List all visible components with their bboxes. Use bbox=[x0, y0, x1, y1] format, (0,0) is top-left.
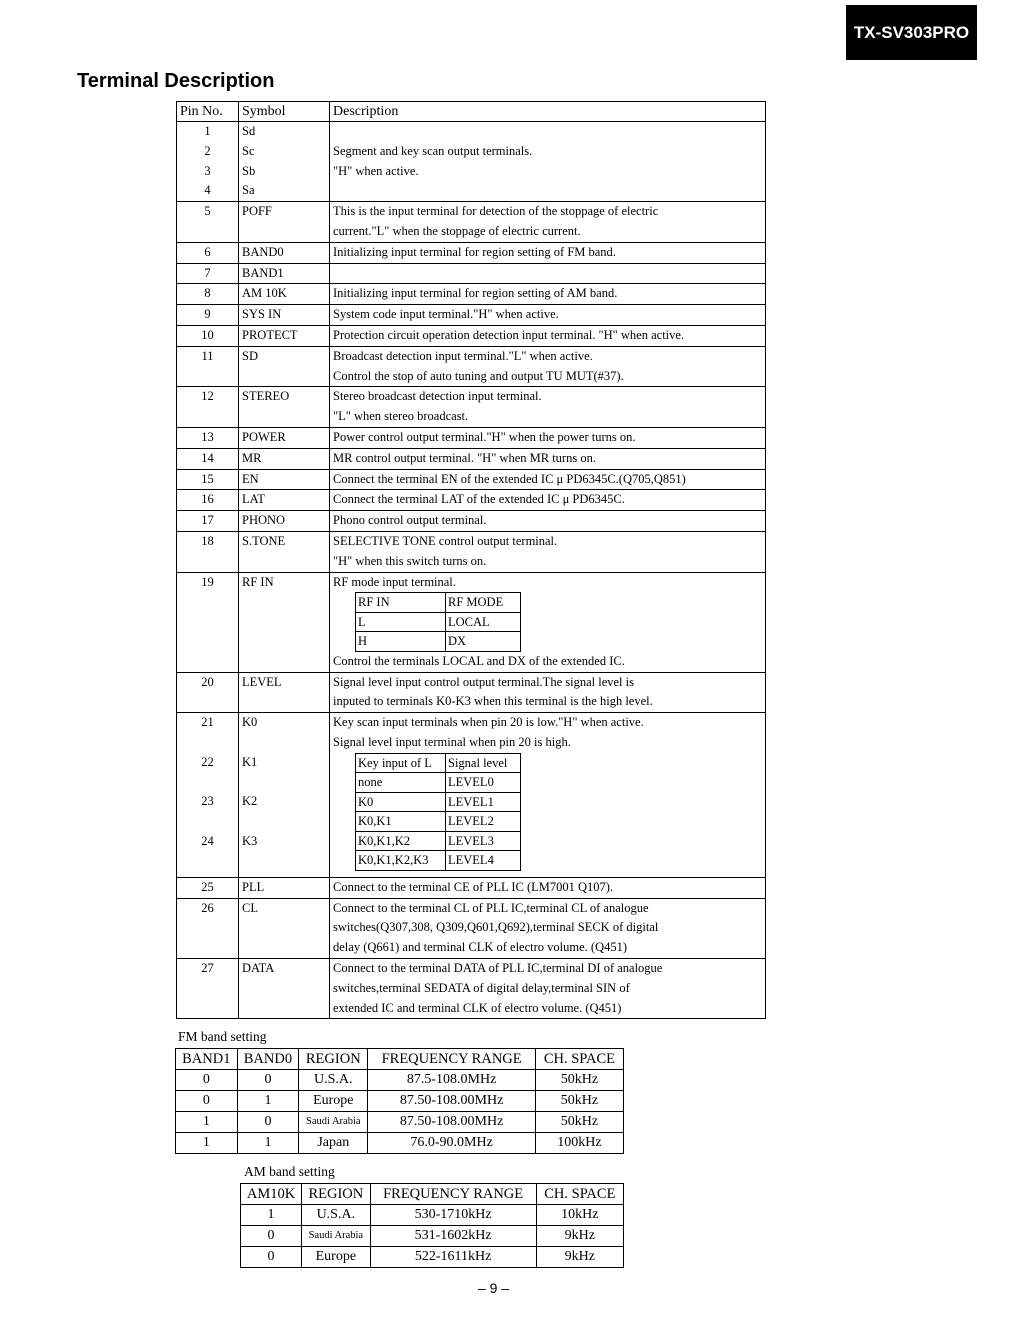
table-cell: 0 bbox=[241, 1247, 302, 1268]
table-cell: 0 bbox=[237, 1070, 299, 1091]
sub-table-row bbox=[356, 612, 521, 632]
table-cell: Europe bbox=[299, 1091, 368, 1112]
page-number: – 9 – bbox=[478, 1280, 510, 1296]
sub-table-cell: LEVEL1 bbox=[446, 792, 521, 812]
sub-table-header bbox=[356, 593, 521, 613]
description-cell bbox=[330, 959, 766, 1019]
pin-cell bbox=[177, 672, 239, 713]
symbol-text: POWER bbox=[242, 429, 286, 444]
table-cell: 10kHz bbox=[536, 1205, 623, 1226]
description-cell bbox=[330, 511, 766, 532]
table-row bbox=[177, 490, 766, 511]
sub-table-cell: H bbox=[356, 632, 446, 652]
description-line bbox=[333, 122, 762, 142]
pin-number: 16 bbox=[201, 492, 214, 507]
table-cell: 50kHz bbox=[535, 1091, 623, 1112]
table-cell: 76.0-90.0MHz bbox=[368, 1133, 536, 1154]
description-cell bbox=[330, 427, 766, 448]
table-row bbox=[177, 959, 766, 1019]
description-line: "H" when this switch turns on. bbox=[333, 553, 487, 568]
pin-number: 8 bbox=[204, 286, 211, 301]
pin-cell bbox=[177, 305, 239, 326]
pin-number: 2 bbox=[204, 143, 211, 158]
description-cell bbox=[330, 387, 766, 428]
description-line: Power control output terminal."H" when the power turns on. bbox=[333, 429, 636, 444]
description-cell bbox=[330, 490, 766, 511]
table-row bbox=[177, 305, 766, 326]
symbol-text: LAT bbox=[242, 492, 265, 507]
table-row bbox=[177, 898, 766, 958]
pin-number: 25 bbox=[201, 879, 214, 894]
pin-number: 12 bbox=[201, 389, 214, 404]
symbol-cell bbox=[239, 387, 330, 428]
symbol-cell bbox=[239, 898, 330, 958]
table-row bbox=[241, 1205, 624, 1226]
pin-cell bbox=[177, 898, 239, 958]
pin-number: 15 bbox=[201, 471, 214, 486]
pin-number: 26 bbox=[201, 900, 214, 915]
sub-table-heading: Key input of L bbox=[356, 753, 446, 773]
table-row bbox=[177, 325, 766, 346]
symbol-text: S.TONE bbox=[242, 533, 286, 548]
pin-cell bbox=[177, 448, 239, 469]
description-line: "L" when stereo broadcast. bbox=[333, 409, 469, 424]
symbol-cell bbox=[239, 242, 330, 263]
table-cell: 9kHz bbox=[536, 1247, 623, 1268]
pin-cell bbox=[177, 242, 239, 263]
column-header: FREQUENCY RANGE bbox=[370, 1184, 536, 1205]
table-cell: 0 bbox=[241, 1226, 302, 1247]
table-row bbox=[176, 1112, 624, 1133]
symbol-cell bbox=[239, 572, 330, 672]
symbol-text: K3 bbox=[242, 834, 258, 848]
description-line: "H" when active. bbox=[333, 163, 419, 178]
symbol-text: STEREO bbox=[242, 389, 290, 404]
symbol-cell bbox=[239, 427, 330, 448]
column-header: FREQUENCY RANGE bbox=[368, 1049, 536, 1070]
sub-table-cell: L bbox=[356, 612, 446, 632]
table-cell: 522-1611kHz bbox=[370, 1247, 536, 1268]
pin-number: 18 bbox=[201, 533, 214, 548]
fm-band-caption: FM band setting bbox=[178, 1029, 267, 1044]
table-row bbox=[177, 427, 766, 448]
table-cell: 531-1602kHz bbox=[370, 1226, 536, 1247]
description-cell bbox=[330, 531, 766, 572]
sub-table bbox=[355, 592, 521, 652]
sub-table-cell: K0,K1,K2 bbox=[356, 831, 446, 851]
description-line: Signal level input terminal when pin 20 is high. bbox=[333, 735, 571, 750]
symbol-cell bbox=[239, 263, 330, 284]
symbol-text: POFF bbox=[242, 204, 272, 219]
sub-table-cell: K0,K1,K2,K3 bbox=[356, 851, 446, 871]
table-row bbox=[241, 1247, 624, 1268]
sub-table bbox=[355, 753, 521, 871]
description-cell bbox=[330, 242, 766, 263]
symbol-text: Sa bbox=[242, 183, 255, 198]
table-row bbox=[177, 511, 766, 532]
pin-number: 24 bbox=[201, 834, 214, 848]
sub-table-cell: DX bbox=[446, 632, 521, 652]
table-cell: U.S.A. bbox=[302, 1205, 370, 1226]
pin-number: 23 bbox=[201, 794, 214, 809]
description-cell bbox=[330, 305, 766, 326]
sub-table-cell: LOCAL bbox=[446, 612, 521, 632]
sub-table-heading: Signal level bbox=[446, 753, 521, 773]
symbol-text: PLL bbox=[242, 879, 265, 894]
description-line: Phono control output terminal. bbox=[333, 513, 487, 528]
description-line: Protection circuit operation detection input terminal. "H" when active. bbox=[333, 327, 685, 342]
description-cell bbox=[330, 572, 766, 672]
pin-cell bbox=[177, 531, 239, 572]
description-line: Connect to the terminal CE of PLL IC (LM7001 Q107). bbox=[333, 879, 614, 894]
am-band-caption: AM band setting bbox=[244, 1164, 335, 1179]
description-cell bbox=[330, 263, 766, 284]
sub-table-row bbox=[356, 831, 521, 851]
symbol-cell bbox=[239, 305, 330, 326]
sub-table-cell: none bbox=[356, 773, 446, 793]
description-line: switches,terminal SEDATA of digital delay,terminal SIN of bbox=[333, 980, 630, 995]
table-row bbox=[177, 263, 766, 284]
table-row bbox=[177, 572, 766, 672]
symbol-text: CL bbox=[242, 900, 258, 915]
table-row bbox=[177, 202, 766, 243]
description-line: delay (Q661) and terminal CLK of electro volume. (Q451) bbox=[333, 940, 628, 955]
description-cell bbox=[330, 898, 766, 958]
table-cell: 87.50-108.00MHz bbox=[368, 1112, 536, 1133]
column-header: AM10K bbox=[241, 1184, 302, 1205]
pin-number: 13 bbox=[201, 429, 214, 444]
sub-table-row bbox=[356, 812, 521, 832]
pin-cell bbox=[177, 202, 239, 243]
symbol-text: PHONO bbox=[242, 513, 286, 528]
column-header: BAND1 bbox=[176, 1049, 238, 1070]
table-row bbox=[177, 387, 766, 428]
sub-table-cell: K0,K1 bbox=[356, 812, 446, 832]
sub-table-heading: RF MODE bbox=[446, 593, 521, 613]
description-line: Signal level input control output terminal.The signal level is bbox=[333, 674, 634, 689]
description-line: Connect the terminal EN of the extended IC μ PD6345C.(Q705,Q851) bbox=[333, 471, 686, 486]
symbol-cell bbox=[239, 325, 330, 346]
description-line: Segment and key scan output terminals. bbox=[333, 143, 533, 158]
pin-number: 27 bbox=[201, 961, 214, 975]
table-cell: U.S.A. bbox=[299, 1070, 368, 1091]
table-cell: 9kHz bbox=[536, 1226, 623, 1247]
symbol-text: BAND1 bbox=[242, 265, 284, 280]
table-cell: 0 bbox=[237, 1112, 299, 1133]
column-header: REGION bbox=[299, 1049, 368, 1070]
symbol-text: Sc bbox=[242, 143, 255, 158]
table-row bbox=[177, 346, 766, 387]
symbol-text: K0 bbox=[242, 715, 258, 730]
table-row bbox=[177, 469, 766, 490]
table-cell: 50kHz bbox=[535, 1112, 623, 1133]
pin-cell bbox=[177, 284, 239, 305]
pin-number: 20 bbox=[201, 674, 214, 689]
symbol-cell bbox=[239, 202, 330, 243]
table-row bbox=[176, 1133, 624, 1154]
pin-cell bbox=[177, 511, 239, 532]
table-row bbox=[177, 448, 766, 469]
symbol-text: K2 bbox=[242, 794, 258, 809]
pin-number: 4 bbox=[204, 183, 211, 198]
table-row bbox=[241, 1226, 624, 1247]
symbol-cell bbox=[239, 448, 330, 469]
table-row bbox=[177, 242, 766, 263]
column-header: BAND0 bbox=[237, 1049, 299, 1070]
pin-number: 22 bbox=[201, 754, 214, 769]
pin-number: 14 bbox=[201, 450, 214, 465]
sub-table-row bbox=[356, 851, 521, 871]
symbol-cell bbox=[239, 959, 330, 1019]
pin-cell bbox=[177, 490, 239, 511]
table-cell: 50kHz bbox=[535, 1070, 623, 1091]
description-cell bbox=[330, 877, 766, 898]
table-row bbox=[177, 284, 766, 305]
table-cell: 87.50-108.00MHz bbox=[368, 1091, 536, 1112]
description-line: Broadcast detection input terminal."L" when active. bbox=[333, 348, 593, 363]
table-cell: Japan bbox=[299, 1133, 368, 1154]
description-line: MR control output terminal. "H" when MR turns on. bbox=[333, 450, 596, 465]
pin-cell bbox=[177, 713, 239, 878]
symbol-cell bbox=[239, 511, 330, 532]
pin-number: 10 bbox=[201, 327, 214, 342]
symbol-cell bbox=[239, 672, 330, 713]
sub-table-cell: LEVEL2 bbox=[446, 812, 521, 832]
sub-table-row bbox=[356, 773, 521, 793]
symbol-cell bbox=[239, 346, 330, 387]
table-header-row bbox=[241, 1184, 624, 1205]
table-row bbox=[177, 672, 766, 713]
table-row bbox=[177, 877, 766, 898]
table-cell: 87.5-108.0MHz bbox=[368, 1070, 536, 1091]
column-header: CH. SPACE bbox=[535, 1049, 623, 1070]
sub-table-cell: LEVEL3 bbox=[446, 831, 521, 851]
description-cell bbox=[330, 469, 766, 490]
column-header: CH. SPACE bbox=[536, 1184, 623, 1205]
description-line: Control the terminals LOCAL and DX of the extended IC. bbox=[333, 653, 625, 668]
sub-table-row bbox=[356, 792, 521, 812]
table-cell: Europe bbox=[302, 1247, 370, 1268]
table-header-row bbox=[177, 102, 766, 122]
sub-table-cell: K0 bbox=[356, 792, 446, 812]
table-row bbox=[177, 713, 766, 878]
page-title: Terminal Description bbox=[77, 70, 275, 92]
pin-cell bbox=[177, 346, 239, 387]
symbol-text: K1 bbox=[242, 754, 258, 769]
pin-number: 5 bbox=[204, 204, 211, 219]
description-line: Connect to the terminal DATA of PLL IC,terminal DI of analogue bbox=[333, 961, 663, 975]
table-cell: 530-1710kHz bbox=[370, 1205, 536, 1226]
sub-table-cell: LEVEL0 bbox=[446, 773, 521, 793]
model-badge: TX-SV303PRO bbox=[846, 5, 977, 60]
table-cell: 1 bbox=[237, 1133, 299, 1154]
table-row bbox=[176, 1091, 624, 1112]
pin-number: 7 bbox=[204, 265, 211, 280]
pin-cell bbox=[177, 263, 239, 284]
description-cell bbox=[330, 672, 766, 713]
pin-number: 6 bbox=[204, 244, 211, 259]
symbol-text: DATA bbox=[242, 961, 275, 975]
table-cell: 1 bbox=[237, 1091, 299, 1112]
table-cell: 100kHz bbox=[535, 1133, 623, 1154]
terminal-description-table bbox=[176, 101, 766, 1019]
symbol-text: SYS IN bbox=[242, 307, 282, 322]
description-line: switches(Q307,308, Q309,Q601,Q692),terminal SECK of digital bbox=[333, 920, 659, 935]
symbol-cell bbox=[239, 713, 330, 878]
description-cell bbox=[330, 346, 766, 387]
sub-table-header bbox=[356, 753, 521, 773]
description-cell bbox=[330, 122, 766, 202]
table-cell: 1 bbox=[176, 1133, 238, 1154]
sub-table-row bbox=[356, 632, 521, 652]
symbol-text: MR bbox=[242, 450, 262, 465]
symbol-text: RF IN bbox=[242, 574, 274, 589]
pin-number: 3 bbox=[204, 163, 211, 178]
description-cell bbox=[330, 284, 766, 305]
pin-number: 19 bbox=[201, 574, 214, 589]
description-line: Initializing input terminal for region setting of FM band. bbox=[333, 244, 616, 259]
table-row bbox=[177, 531, 766, 572]
table-row bbox=[177, 122, 766, 202]
symbol-cell bbox=[239, 531, 330, 572]
symbol-text: Sd bbox=[242, 124, 256, 138]
description-line: SELECTIVE TONE control output terminal. bbox=[333, 533, 558, 548]
description-line: extended IC and terminal CLK of electro volume. (Q451) bbox=[333, 1000, 622, 1015]
column-header: Symbol bbox=[239, 102, 330, 122]
pin-cell bbox=[177, 877, 239, 898]
description-line: Connect the terminal LAT of the extended IC μ PD6345C. bbox=[333, 492, 625, 507]
symbol-text: Sb bbox=[242, 163, 256, 178]
description-cell bbox=[330, 713, 766, 878]
symbol-cell bbox=[239, 490, 330, 511]
description-line: Connect to the terminal CL of PLL IC,terminal CL of analogue bbox=[333, 900, 649, 915]
pin-cell bbox=[177, 387, 239, 428]
table-cell: Saudi Arabia bbox=[299, 1112, 368, 1133]
description-cell bbox=[330, 202, 766, 243]
symbol-text: AM 10K bbox=[242, 286, 287, 301]
table-cell: Saudi Arabia bbox=[302, 1226, 370, 1247]
symbol-cell bbox=[239, 284, 330, 305]
symbol-text: EN bbox=[242, 471, 259, 486]
sub-table-heading: RF IN bbox=[356, 593, 446, 613]
description-line: inputed to terminals K0-K3 when this terminal is the high level. bbox=[333, 694, 653, 709]
table-header-row bbox=[176, 1049, 624, 1070]
am-band-table bbox=[240, 1183, 624, 1268]
pin-number: 17 bbox=[201, 513, 214, 528]
table-cell: 1 bbox=[176, 1112, 238, 1133]
description-line: System code input terminal."H" when active. bbox=[333, 307, 559, 322]
table-cell: 1 bbox=[241, 1205, 302, 1226]
description-line: This is the input terminal for detection of the stoppage of electric bbox=[333, 204, 659, 219]
table-row bbox=[176, 1070, 624, 1091]
pin-number: 21 bbox=[201, 715, 214, 730]
description-line: Initializing input terminal for region setting of AM band. bbox=[333, 286, 618, 301]
description-line bbox=[333, 181, 762, 201]
symbol-cell bbox=[239, 877, 330, 898]
table-cell: 0 bbox=[176, 1091, 238, 1112]
pin-cell bbox=[177, 572, 239, 672]
description-line: RF mode input terminal. bbox=[333, 574, 456, 589]
pin-number: 11 bbox=[201, 348, 214, 363]
column-header: Description bbox=[330, 102, 766, 122]
symbol-cell bbox=[239, 469, 330, 490]
symbol-text: BAND0 bbox=[242, 244, 284, 259]
fm-band-table bbox=[175, 1048, 624, 1154]
description-line: current."L" when the stoppage of electric current. bbox=[333, 223, 581, 238]
pin-cell bbox=[177, 427, 239, 448]
pin-cell bbox=[177, 469, 239, 490]
column-header: Pin No. bbox=[177, 102, 239, 122]
column-header: REGION bbox=[302, 1184, 370, 1205]
symbol-text: PROTECT bbox=[242, 327, 298, 342]
symbol-text: LEVEL bbox=[242, 674, 282, 689]
pin-cell bbox=[177, 122, 239, 202]
description-line: Stereo broadcast detection input terminal. bbox=[333, 389, 542, 404]
description-line: Key scan input terminals when pin 20 is low."H" when active. bbox=[333, 715, 644, 730]
pin-number: 1 bbox=[204, 124, 211, 138]
table-cell: 0 bbox=[176, 1070, 238, 1091]
sub-table-cell: LEVEL4 bbox=[446, 851, 521, 871]
description-cell bbox=[330, 325, 766, 346]
symbol-text: SD bbox=[242, 348, 258, 363]
description-cell bbox=[330, 448, 766, 469]
symbol-cell bbox=[239, 122, 330, 202]
pin-number: 9 bbox=[204, 307, 211, 322]
description-line: Control the stop of auto tuning and output TU MUT(#37). bbox=[333, 368, 624, 383]
description-line bbox=[333, 264, 762, 284]
pin-cell bbox=[177, 325, 239, 346]
pin-cell bbox=[177, 959, 239, 1019]
